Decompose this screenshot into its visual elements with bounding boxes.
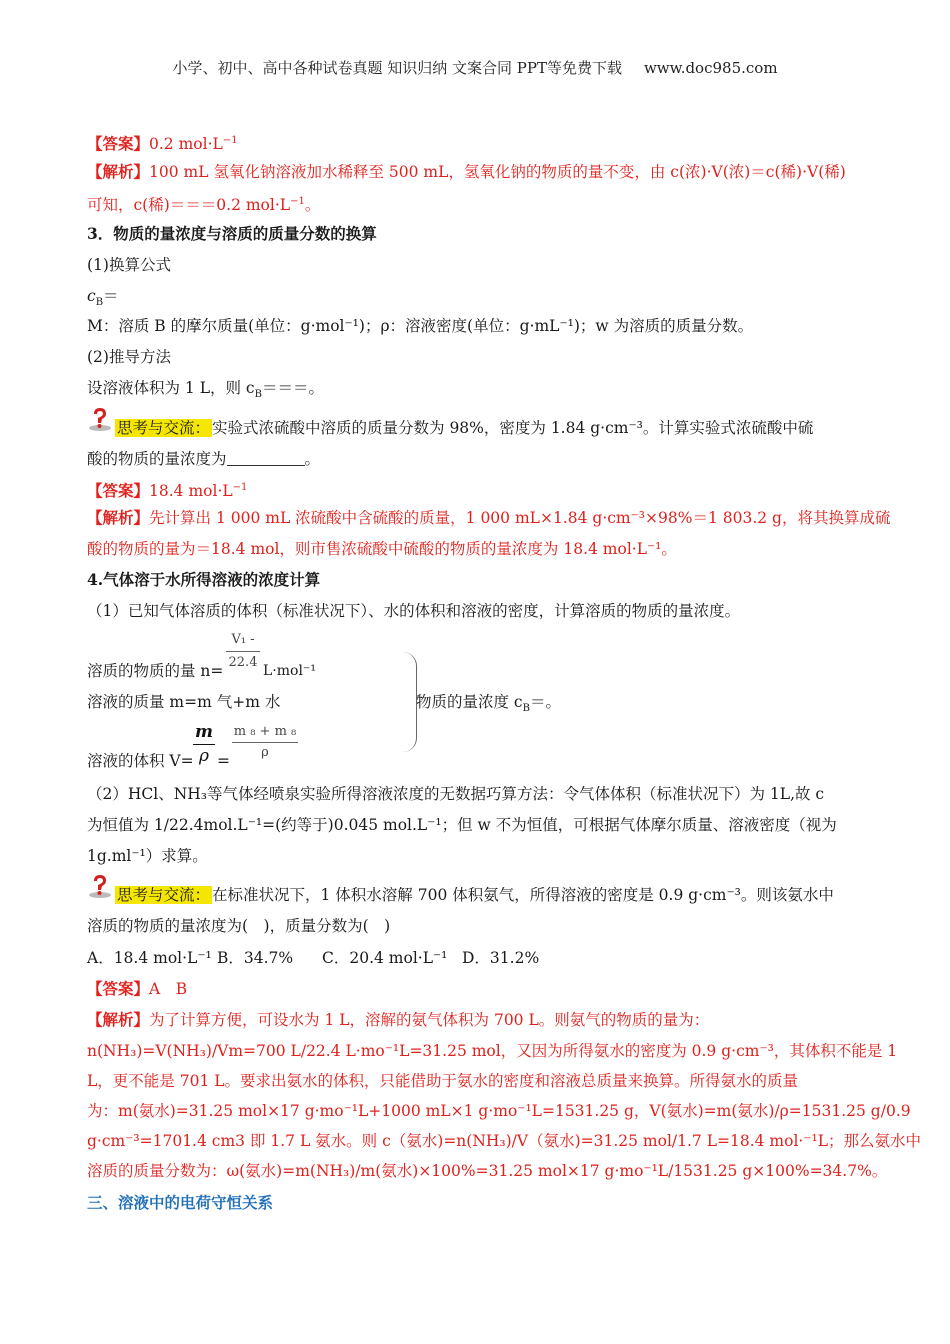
analysis-1-line1	[87, 162, 846, 182]
answer-text: 0.2 mol·L	[149, 135, 223, 154]
analysis-3-line1	[87, 1010, 709, 1030]
cb-line	[416, 692, 561, 719]
section-4-title: 4.气体溶于水所得溶液的浓度计算	[87, 570, 321, 589]
item2-line1: （2）HCl、NH₃等气体经喷泉实验所得溶液浓度的无数据巧算方法：令气体体积（标准状况下）为 1L,故 c	[87, 785, 825, 803]
answer-sup: −1	[232, 482, 248, 493]
derive-end: ＝＝＝。	[261, 379, 324, 397]
frac2-numerator: m	[195, 722, 213, 742]
think-text: 在标准状况下，1 体积水溶解 700 体积氨气，所得溶液的密度是 0.9 g·cm⁻³。则该氨水中	[212, 886, 834, 904]
analysis-3-line2: n(NH₃)=V(NH₃)/Vm=700 L/22.4 L·mo⁻¹L=31.25 mol，又因为所得氨水的密度为 0.9 g·cm⁻³，其体积不能是 1	[87, 1042, 898, 1060]
think-1-line2	[87, 449, 320, 469]
analysis-3-line3: L，更不能是 701 L。要求出氨水的体积，只能借助于氨水的密度和溶液总质量来换算。所得氨水的质量	[87, 1072, 799, 1090]
analysis-3-line4: 为：m(氨水)=31.25 mol×17 g·mo⁻¹L+1000 mL×1 g·mo⁻¹L=1531.25 g，V(氨水)=m(氨水)/ρ=1531.25 g/0.9	[87, 1102, 911, 1120]
volume-eq: =	[217, 752, 230, 770]
answer-label: 【答案】	[87, 481, 150, 501]
think-text: 实验式浓硫酸中溶质的质量分数为 98%，密度为 1.84 g·cm⁻³。计算实验式浓硫酸中硫	[212, 419, 814, 437]
m-definition: M：溶质 B 的摩尔质量(单位：g·mol⁻¹)；ρ：溶液密度(单位：g·mL⁻¹)；w 为溶质的质量分数。	[87, 317, 754, 335]
option-b[interactable]: B．34.7%	[217, 949, 294, 967]
think-end: 。	[304, 450, 321, 468]
question-mark-icon	[87, 406, 113, 432]
mass-line: 溶液的质量 m=m 气+m 水	[87, 693, 281, 711]
section-3-title: 3．物质的量浓度与溶质的质量分数的换算	[87, 224, 377, 243]
think-label: 思考与交流：	[117, 419, 211, 437]
options-row	[87, 948, 539, 968]
analysis-3-line6: 溶质的质量分数为：ω(氨水)=m(NH₃)/m(氨水)×100%=31.25 mol×17 g·mo⁻¹L/1531.25 g×100%=34.7%。	[87, 1162, 888, 1180]
question-mark-icon	[87, 873, 113, 899]
cb-sub: B	[95, 297, 104, 309]
cb-sub: B	[522, 703, 530, 715]
n-line	[87, 661, 223, 681]
cb-text: 物质的量浓度 c	[416, 693, 523, 711]
section-5-title: 三、溶液中的电荷守恒关系	[87, 1193, 274, 1212]
analysis-sup: −1	[290, 196, 305, 207]
analysis-1-line2	[87, 192, 320, 215]
frac1-numerator: V₁ -	[231, 632, 255, 647]
cb-end: ＝。	[529, 693, 561, 711]
brace	[400, 652, 417, 752]
analysis-label: 【解析】	[87, 508, 150, 527]
item2-line3: 1g.ml⁻¹）求算。	[87, 847, 208, 865]
derive-label: (2)推导方法	[87, 348, 171, 366]
section-4-item1: （1）已知气体溶质的体积（标准状况下）、水的体积和溶液的密度，计算溶质的物质的量浓度。	[87, 602, 741, 620]
frac1-denominator: 22.4	[228, 655, 258, 670]
answer-sup: −1	[222, 135, 238, 146]
analysis-text: 先计算出 1 000 mL 浓硫酸中含硫酸的质量，1 000 mL×1.84 g·cm⁻³×98%＝1 803.2 g，将其换算成硫	[149, 509, 891, 527]
think-text: 酸的物质的量浓度为	[87, 450, 227, 468]
answer-blank	[227, 451, 305, 466]
analysis-label: 【解析】	[87, 1010, 150, 1029]
answer-3	[87, 979, 187, 999]
frac3-bar	[232, 742, 298, 743]
answer-label: 【答案】	[87, 979, 150, 998]
analysis-2-line1	[87, 508, 890, 528]
answer-1	[87, 131, 238, 154]
cb-formula	[87, 286, 119, 313]
header-url[interactable]: www.doc985.com	[643, 59, 778, 77]
formula-label: (1)换算公式	[87, 256, 171, 274]
option-c[interactable]: C．20.4 mol·L⁻¹	[322, 949, 448, 967]
analysis-text: 可知，c(稀)＝＝＝0.2 mol·L	[87, 196, 291, 215]
frac2-bar	[193, 744, 215, 745]
cb-symbol: c	[87, 287, 96, 305]
item2-line2: 为恒值为 1/22.4mol.L⁻¹=(约等于)0.045 mol.L⁻¹；但 w 不为恒值，可根据气体摩尔质量、溶液密度（视为	[87, 816, 837, 834]
analysis-2-line2: 酸的物质的量为＝18.4 mol，则市售浓硫酸中硫酸的物质的量浓度为 18.4 mol·L⁻¹。	[87, 540, 677, 558]
n-unit: L·mol⁻¹	[263, 663, 316, 679]
answer-2	[87, 478, 247, 501]
frac2-denominator: ρ	[199, 746, 209, 766]
analysis-end: 。	[304, 196, 321, 215]
frac3-numerator: m ₈ + m ₈	[233, 724, 297, 739]
analysis-3-line5: g·cm⁻³=1701.4 cm3 即 1.7 L 氨水。则 c（氨水)=n(NH₃)/V（氨水)=31.25 mol/1.7 L=18.4 mol·⁻¹L；那么氨水中	[87, 1132, 922, 1150]
think-1-line1	[115, 418, 813, 438]
derive-line	[87, 378, 324, 405]
header-text: 小学、初中、高中各种试卷真题 知识归纳 文案合同 PPT等免费下载	[172, 59, 622, 77]
option-d[interactable]: D．31.2%	[462, 949, 540, 967]
option-a[interactable]: A．18.4 mol·L⁻¹	[87, 949, 212, 967]
derive-text: 设溶液体积为 1 L，则 c	[87, 379, 255, 397]
frac3-denominator: ρ	[261, 745, 269, 760]
n-text: 溶质的物质的量 n=	[87, 662, 224, 680]
cb-eq: ＝	[103, 287, 119, 305]
analysis-text: 为了计算方便，可设水为 1 L，溶解的氨气体积为 700 L。则氨气的物质的量为：	[149, 1011, 710, 1029]
analysis-label: 【解析】	[87, 162, 150, 181]
think-2-line1	[115, 885, 834, 905]
page-header	[0, 57, 950, 78]
think-2-line2: 溶质的物质的量浓度为( )，质量分数为( )	[87, 917, 391, 935]
answer-label: 【答案】	[87, 134, 150, 154]
analysis-text: 100 mL 氢氧化钠溶液加水稀释至 500 mL，氢氧化钠的物质的量不变，由 c(浓)·V(浓)＝c(稀)·V(稀)	[149, 163, 846, 181]
frac1-bar	[226, 651, 260, 652]
answer-text: 18.4 mol·L	[149, 482, 233, 501]
think-label: 思考与交流：	[117, 886, 211, 904]
answer-text: A B	[149, 980, 188, 998]
derive-sub: B	[254, 389, 262, 401]
volume-line: 溶液的体积 V=	[87, 752, 194, 770]
